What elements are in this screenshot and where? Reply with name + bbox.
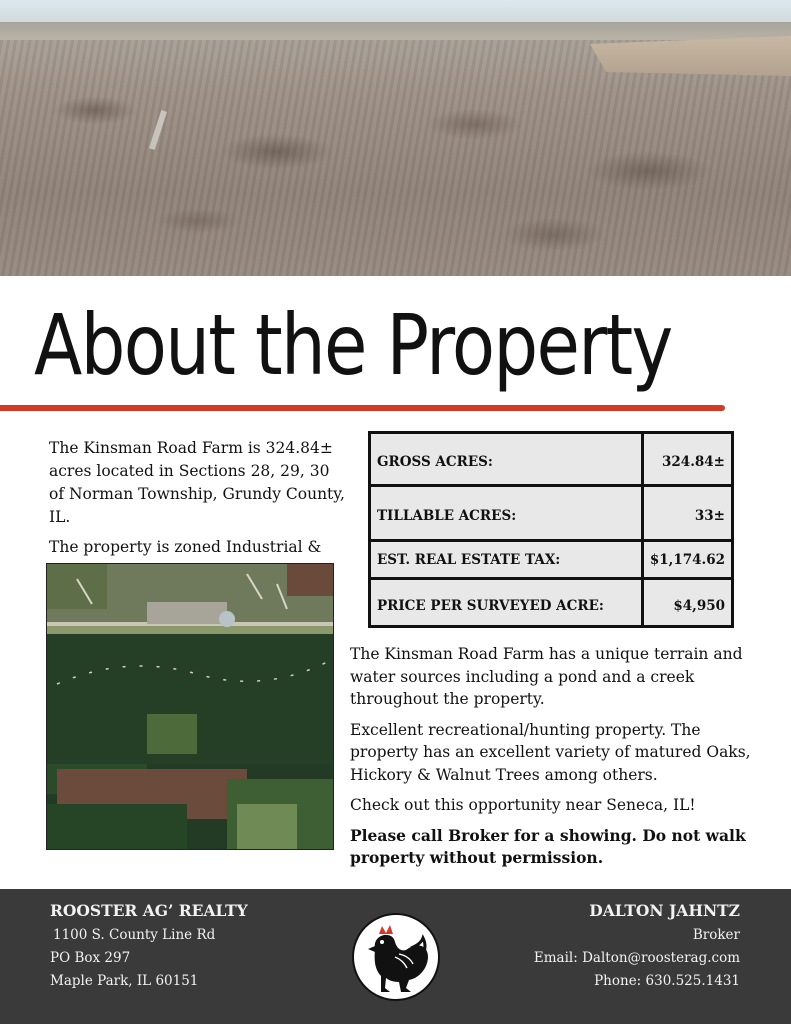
- broker-phone: Phone: 630.525.1431: [594, 973, 740, 989]
- fact-label: EST. REAL ESTATE TAX:: [370, 541, 643, 579]
- company-name: ROOSTER AG’ REALTY: [50, 901, 248, 920]
- recreation-paragraph: Excellent recreational/hunting property. The property has an excellent variety of matured Oaks, Hickory & Walnut Trees among others.: [350, 720, 751, 784]
- location-paragraph: Check out this opportunity near Seneca, IL!: [350, 796, 696, 814]
- zoning-paragraph: The property is zoned Industrial &: [49, 538, 322, 556]
- fact-value: 324.84±: [642, 433, 732, 486]
- table-row: [370, 433, 733, 486]
- fact-value: 33±: [642, 486, 732, 541]
- aerial-photo: [0, 0, 791, 276]
- rooster-logo-icon: [351, 912, 441, 1002]
- satellite-map-graphic: [47, 564, 333, 849]
- property-facts-table: [368, 431, 734, 628]
- address-line: 1100 S. County Line Rd: [53, 927, 216, 943]
- terrain-paragraph: The Kinsman Road Farm has a unique terrain and water sources including a pond and a creek throughout the property.: [350, 645, 743, 708]
- page-title: About the Property: [34, 296, 672, 394]
- footer: [0, 889, 791, 1024]
- call-to-action: Please call Broker for a showing. Do not walk property without permission.: [350, 825, 746, 867]
- fact-label: GROSS ACRES:: [370, 433, 643, 486]
- table-row: [370, 579, 733, 627]
- broker-title: Broker: [692, 927, 740, 943]
- address-line: Maple Park, IL 60151: [50, 973, 199, 989]
- title-underline: [0, 405, 725, 411]
- horizon: [0, 22, 791, 40]
- table-row: [370, 486, 733, 541]
- fact-label: TILLABLE ACRES:: [370, 486, 643, 541]
- distant-field: [590, 36, 791, 76]
- property-description: [350, 643, 760, 878]
- forest-path: [149, 110, 167, 150]
- satellite-map: [46, 563, 334, 850]
- fact-label: PRICE PER SURVEYED ACRE:: [370, 579, 643, 627]
- intro-paragraph: The Kinsman Road Farm is 324.84± acres located in Sections 28, 29, 30 of Norman Township, Grundy County, IL.: [49, 439, 345, 526]
- fact-value: $4,950: [642, 579, 732, 627]
- broker-name: DALTON JAHNTZ: [589, 901, 740, 920]
- table-row: [370, 541, 733, 579]
- address-line: PO Box 297: [50, 950, 131, 966]
- broker-email: Email: Dalton@roosterag.com: [533, 950, 740, 966]
- fact-value: $1,174.62: [642, 541, 732, 579]
